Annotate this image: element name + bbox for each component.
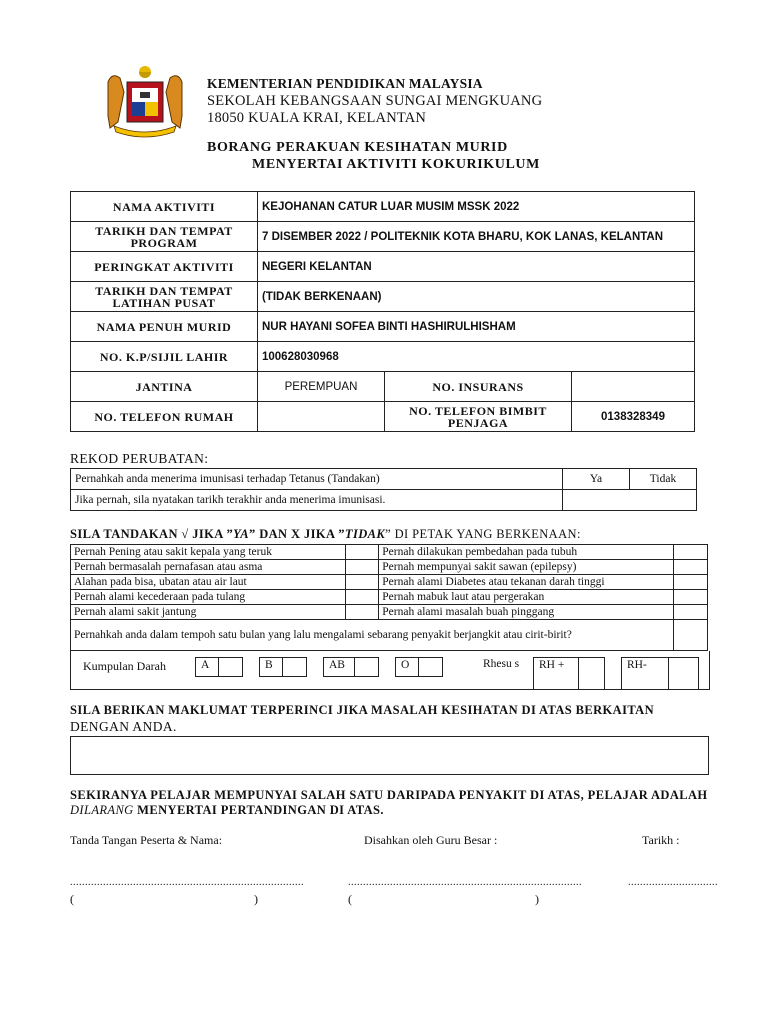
condition-left-1: Pernah Pening atau sakit kepala yang teruk (71, 545, 346, 560)
table-row (71, 252, 695, 282)
school-address: 18050 KUALA KRAI, KELANTAN (207, 110, 427, 126)
checklist-heading (70, 527, 581, 542)
blood-type-ab-box[interactable] (323, 657, 379, 677)
immunisation-date-field[interactable] (563, 490, 697, 511)
table-row (71, 372, 695, 402)
label-nama-aktiviti: NAMA AKTIVITI (71, 192, 258, 222)
checkbox-left-1[interactable] (345, 545, 379, 560)
blood-group-row (70, 651, 710, 690)
value-tarikh-program[interactable]: 7 DISEMBER 2022 / POLITEKNIK KOTA BHARU, KOK LANAS, KELANTAN (258, 222, 695, 252)
participant-name-close-paren: ) (254, 892, 258, 906)
label-jantina: JANTINA (71, 372, 258, 402)
blood-type-a-box[interactable] (195, 657, 243, 677)
rh-positive: RH + (539, 659, 565, 671)
headmaster-name-close-paren: ) (535, 892, 539, 906)
label-peringkat: PERINGKAT AKTIVITI (71, 252, 258, 282)
checkbox-infectious[interactable] (674, 620, 708, 651)
table-row (71, 222, 695, 252)
form-title-line1: BORANG PERAKUAN KESIHATAN MURID (207, 140, 508, 155)
condition-right-5: Pernah alami masalah buah pinggang (379, 605, 674, 620)
value-insurans[interactable] (572, 372, 695, 402)
checkbox-left-5[interactable] (345, 605, 379, 620)
checkbox-left-3[interactable] (345, 575, 379, 590)
blood-type-ab: AB (329, 659, 345, 671)
warning-line1: SEKIRANYA PELAJAR MEMPUNYAI SALAH SATU DARIPADA PENYAKIT DI ATAS, PELAJAR ADALAH (70, 788, 708, 802)
checklist-heading-ya: YA (233, 527, 250, 541)
value-tel-rumah[interactable] (258, 402, 385, 432)
label-tel-rumah: NO. TELEFON RUMAH (71, 402, 258, 432)
value-nama-murid[interactable]: NUR HAYANI SOFEA BINTI HASHIRULHISHAM (258, 312, 695, 342)
condition-left-4: Pernah alami kecederaan pada tulang (71, 590, 346, 605)
label-tel-bimbit: NO. TELEFON BIMBIT PENJAGA (385, 402, 572, 432)
blood-type-b: B (265, 659, 273, 671)
health-details-field[interactable] (70, 736, 709, 775)
checklist-heading-c: ” DI PETAK YANG BERKENAAN: (385, 527, 581, 541)
blood-type-o: O (401, 659, 410, 671)
form-title-line2: MENYERTAI AKTIVITI KOKURIKULUM (252, 157, 540, 172)
tetanus-yes-option[interactable]: Ya (563, 469, 630, 490)
label-tarikh-program: TARIKH DAN TEMPAT PROGRAM (71, 222, 258, 252)
table-row (71, 192, 695, 222)
table-row (71, 342, 695, 372)
checkbox-left-4[interactable] (345, 590, 379, 605)
details-heading-line2: DENGAN ANDA. (70, 719, 177, 734)
condition-right-1: Pernah dilakukan pembedahan pada tubuh (379, 545, 674, 560)
table-row (71, 402, 695, 432)
ministry-name: KEMENTERIAN PENDIDIKAN MALAYSIA (207, 76, 483, 91)
checkbox-right-2[interactable] (674, 560, 708, 575)
school-name: SEKOLAH KEBANGSAAN SUNGAI MENGKUANG (207, 93, 543, 109)
condition-left-3: Alahan pada bisa, ubatan atau air laut (71, 575, 346, 590)
condition-right-3: Pernah alami Diabetes atau tekanan darah tinggi (379, 575, 674, 590)
rhesus-label: Rhesu s (483, 658, 520, 670)
checkbox-right-1[interactable] (674, 545, 708, 560)
checkbox-right-3[interactable] (674, 575, 708, 590)
table-row (71, 575, 708, 590)
participant-name-open-paren: ( (70, 892, 74, 906)
table-row (71, 469, 697, 490)
value-latihan-pusat[interactable]: (TIDAK BERKENAAN) (258, 282, 695, 312)
condition-left-2: Pernah bermasalah pernafasan atau asma (71, 560, 346, 575)
table-row (71, 282, 695, 312)
table-row (71, 545, 708, 560)
value-tel-bimbit[interactable]: 0138328349 (572, 402, 695, 432)
details-heading-line1: SILA BERIKAN MAKLUMAT TERPERINCI JIKA MASALAH KESIHATAN DI ATAS BERKAITAN (70, 703, 655, 717)
table-row (71, 490, 697, 511)
tetanus-no-option[interactable]: Tidak (630, 469, 697, 490)
condition-right-4: Pernah mabuk laut atau pergerakan (379, 590, 674, 605)
warning-dilarang: DILARANG (70, 803, 134, 817)
label-kp: NO. K.P/SIJIL LAHIR (71, 342, 258, 372)
rh-positive-box[interactable] (533, 657, 605, 690)
infectious-question: Pernahkah anda dalam tempoh satu bulan yang lalu mengalami sebarang penyakit berjangkit atau cirit-birit? (71, 620, 674, 651)
warning-line2 (70, 803, 384, 818)
value-nama-aktiviti[interactable]: KEJOHANAN CATUR LUAR MUSIM MSSK 2022 (258, 192, 695, 222)
immunisation-table (70, 468, 697, 511)
immunisation-date-question: Jika pernah, sila nyatakan tarikh terakhir anda menerima imunisasi. (71, 490, 563, 511)
rh-negative-box[interactable] (621, 657, 699, 690)
blood-group-label: Kumpulan Darah (83, 659, 166, 673)
checkbox-right-5[interactable] (674, 605, 708, 620)
blood-type-b-box[interactable] (259, 657, 307, 677)
participant-signature-label: Tanda Tangan Peserta & Nama: (70, 833, 223, 847)
health-checklist-table (70, 544, 708, 651)
participant-signature-line[interactable]: .............................................................................. (70, 877, 304, 888)
checkbox-left-2[interactable] (345, 560, 379, 575)
value-kp[interactable]: 100628030968 (258, 342, 695, 372)
table-row (71, 605, 708, 620)
headmaster-signature-line[interactable]: .............................................................................. (348, 877, 582, 888)
label-insurans: NO. INSURANS (385, 372, 572, 402)
checklist-heading-a: SILA TANDAKAN √ JIKA ” (70, 527, 234, 541)
checklist-heading-b: ” DAN X JIKA ” (249, 527, 345, 541)
table-row (71, 312, 695, 342)
tetanus-question: Pernahkah anda menerima imunisasi terhadap Tetanus (Tandakan) (71, 469, 563, 490)
student-info-table (70, 191, 695, 432)
checkbox-right-4[interactable] (674, 590, 708, 605)
medical-heading: REKOD PERUBATAN: (70, 451, 209, 466)
rh-negative: RH- (627, 659, 647, 671)
table-row (71, 590, 708, 605)
headmaster-signature-label: Disahkan oleh Guru Besar : (364, 833, 498, 847)
value-jantina[interactable]: PEREMPUAN (258, 372, 385, 402)
warning-line2-rest: MENYERTAI PERTANDINGAN DI ATAS. (133, 803, 384, 817)
condition-left-5: Pernah alami sakit jantung (71, 605, 346, 620)
malaysia-crest-icon (100, 62, 190, 142)
blood-type-o-box[interactable] (395, 657, 443, 677)
condition-right-2: Pernah mempunyai sakit sawan (epilepsy) (379, 560, 674, 575)
value-peringkat[interactable]: NEGERI KELANTAN (258, 252, 695, 282)
label-nama-murid: NAMA PENUH MURID (71, 312, 258, 342)
table-row (71, 560, 708, 575)
date-line[interactable]: .............................. (628, 877, 718, 888)
date-label: Tarikh : (642, 833, 680, 847)
blood-type-a: A (201, 659, 210, 671)
checklist-heading-tidak: TIDAK (344, 527, 386, 541)
label-latihan-pusat: TARIKH DAN TEMPAT LATIHAN PUSAT (71, 282, 258, 312)
headmaster-name-open-paren: ( (348, 892, 352, 906)
table-row (71, 620, 708, 651)
